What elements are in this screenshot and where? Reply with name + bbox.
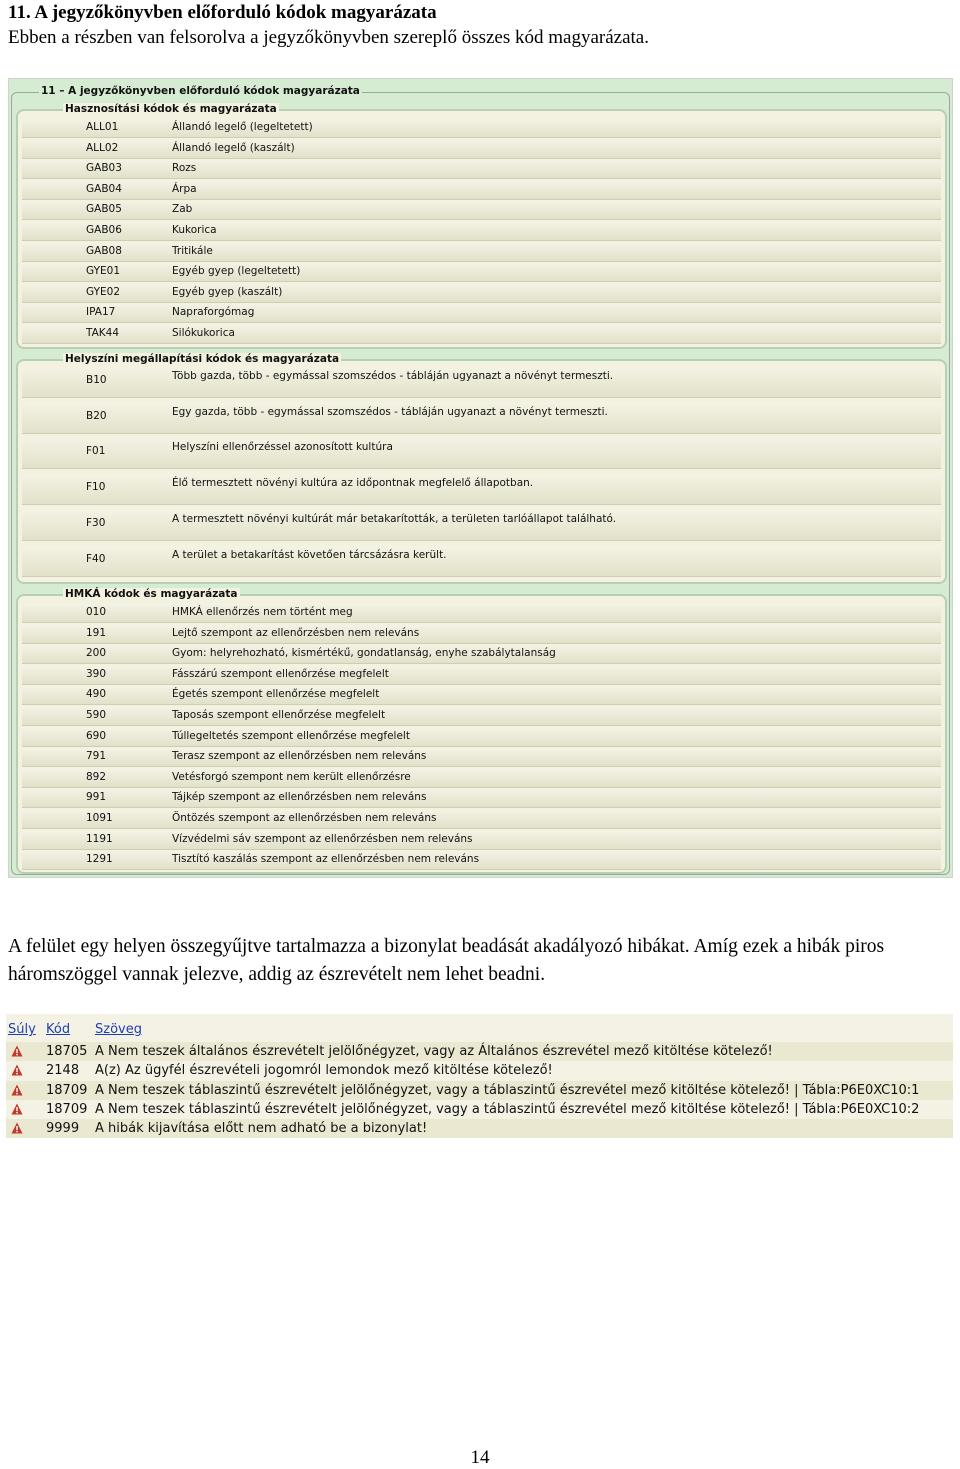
code-value: 690 — [86, 729, 107, 742]
code-value: GAB03 — [86, 162, 122, 175]
code-row — [22, 851, 941, 870]
panel-hmka-codes — [16, 588, 947, 874]
code-row — [22, 810, 941, 829]
code-description: Helyszíni ellenőrzéssel azonosított kultúra — [172, 441, 393, 454]
warning-triangle-icon — [11, 1122, 23, 1134]
code-value: TAK44 — [86, 327, 120, 339]
code-value: 191 — [86, 626, 107, 639]
error-message: A Nem teszek táblaszintű észrevételt jelölőnégyzet, vagy a táblaszintű észrevétel mező kitöltése kötelező! | Tábla:P6E0XC10:1 — [95, 1082, 920, 1098]
code-value: 791 — [86, 750, 107, 763]
code-description: Öntözés szempont az ellenőrzésben nem releváns — [172, 812, 437, 824]
code-row — [22, 181, 941, 200]
error-code: 18709 — [46, 1101, 88, 1117]
code-row — [22, 119, 941, 138]
code-row — [22, 438, 941, 469]
error-code: 2148 — [46, 1063, 80, 1079]
code-row — [22, 284, 941, 303]
code-row — [22, 625, 941, 644]
panel-usage-codes — [16, 103, 947, 349]
code-description: Kukorica — [172, 224, 217, 236]
code-row — [22, 222, 941, 241]
code-row — [22, 201, 941, 220]
code-value: F40 — [86, 552, 106, 565]
error-row[interactable] — [6, 1061, 953, 1080]
code-value: GYE01 — [86, 265, 121, 278]
code-row — [22, 367, 941, 398]
code-description: Égetés szempont ellenőrzése megfelelt — [172, 688, 380, 701]
error-row[interactable] — [6, 1081, 953, 1100]
error-message: A Nem teszek táblaszintű észrevételt jelölőnégyzet, vagy a táblaszintű észrevétel mező kitöltése kötelező! | Tábla:P6E0XC10:2 — [95, 1101, 920, 1117]
error-code: 18709 — [46, 1082, 88, 1098]
codes-window-screenshot — [8, 78, 953, 878]
code-row — [22, 243, 941, 262]
code-row — [22, 666, 941, 685]
code-description: Egy gazda, több - egymással szomszédos - tábláján ugyanazt a növényt termeszti. — [172, 405, 608, 418]
code-description: Terasz szempont az ellenőrzésben nem releváns — [172, 750, 427, 763]
code-row — [22, 510, 941, 541]
code-row — [22, 769, 941, 788]
code-description: A terület a betakarítást követően tárcsázásra került. — [172, 548, 447, 561]
code-row — [22, 474, 941, 505]
code-value: 010 — [86, 606, 107, 618]
code-value: GAB04 — [86, 182, 122, 195]
code-row — [22, 403, 941, 434]
code-description: Zab — [172, 203, 193, 216]
code-value: 200 — [86, 647, 107, 660]
code-row — [22, 707, 941, 726]
code-row — [22, 304, 941, 323]
code-description: Lejtő szempont az ellenőrzésben nem releváns — [172, 626, 420, 639]
error-message: A(z) Az ügyfél észrevételi jogomról lemondok mező kitöltése kötelező! — [95, 1063, 553, 1079]
code-description: Taposás szempont ellenőrzése megfelelt — [172, 709, 386, 721]
code-description: Napraforgómag — [172, 306, 255, 319]
code-value: 991 — [86, 791, 107, 804]
code-description: A termesztett növényi kultúrát már betakarították, a területen tarlóállapot található. — [172, 512, 617, 525]
page-number: 14 — [470, 1447, 490, 1468]
column-header-text[interactable]: Szöveg — [95, 1022, 142, 1037]
error-message: A hibák kijavítása előtt nem adható be a bizonylat! — [95, 1121, 428, 1137]
code-value: F10 — [86, 481, 106, 494]
code-description: Tájkép szempont az ellenőrzésben nem releváns — [172, 791, 427, 804]
error-row[interactable] — [6, 1119, 953, 1138]
error-row[interactable] — [6, 1100, 953, 1119]
code-value: ALL02 — [86, 141, 119, 154]
code-description: Egyéb gyep (kaszált) — [172, 285, 283, 298]
code-description: Túllegeltetés szempont ellenőrzése megfelelt — [172, 729, 410, 742]
code-description: Fásszárú szempont ellenőrzése megfelelt — [172, 667, 389, 680]
document-heading: 11. A jegyzőkönyvben előforduló kódok magyarázata — [8, 2, 437, 23]
panel-legend: Hasznosítási kódok és magyarázata — [65, 103, 277, 115]
errors-window-screenshot — [6, 1014, 953, 1138]
code-description: Silókukorica — [172, 327, 235, 339]
code-value: B10 — [86, 374, 107, 386]
error-code: 18705 — [46, 1044, 88, 1059]
code-value: 892 — [86, 770, 107, 783]
code-value: F01 — [86, 445, 106, 458]
code-row — [22, 748, 941, 767]
code-value: IPA17 — [86, 306, 116, 319]
code-description: Élő termesztett növényi kultúra az időpontnak megfelelő állapotban. — [172, 477, 534, 490]
document-subheading: Ebben a részben van felsorolva a jegyzőkönyvben szereplő összes kód magyarázata. — [8, 27, 649, 48]
code-description: HMKÁ ellenőrzés nem történt meg — [172, 606, 353, 618]
code-value: 390 — [86, 667, 107, 680]
code-description: Árpa — [172, 182, 197, 195]
code-description: Gyom: helyrehozható, kismértékű, gondatlanság, enyhe szabálytalanság — [172, 647, 556, 660]
code-row — [22, 789, 941, 808]
error-message: A Nem teszek általános észrevételt jelölőnégyzet, vagy az Általános észrevétel mező kitöltése kötelező! — [95, 1044, 773, 1059]
warning-triangle-icon — [11, 1103, 23, 1115]
code-description: Rozs — [172, 162, 197, 175]
code-description: Tisztító kaszálás szempont az ellenőrzésben nem releváns — [172, 853, 480, 866]
code-value: GAB05 — [86, 203, 122, 216]
codes-window-title: 11 – A jegyzőkönyvben előforduló kódok magyarázata — [41, 85, 360, 97]
code-row — [22, 140, 941, 159]
code-row — [22, 645, 941, 664]
code-row — [22, 160, 941, 179]
code-value: GAB08 — [86, 244, 122, 257]
warning-triangle-icon — [11, 1084, 23, 1096]
column-header-weight[interactable]: Súly — [8, 1022, 36, 1037]
code-description: Vetésforgó szempont nem került ellenőrzésre — [172, 770, 411, 783]
code-value: ALL01 — [86, 121, 119, 133]
panel-legend: HMKÁ kódok és magyarázata — [65, 588, 238, 600]
panel-legend: Helyszíni megállapítási kódok és magyarázata — [65, 353, 340, 365]
code-description: Vízvédelmi sáv szempont az ellenőrzésben nem releváns — [172, 832, 473, 845]
code-value: 1291 — [86, 853, 113, 866]
warning-triangle-icon — [11, 1064, 23, 1076]
code-description: Állandó legelő (kaszált) — [172, 141, 295, 154]
code-description: Több gazda, több - egymással szomszédos - tábláján ugyanazt a növényt termeszti. — [172, 370, 614, 382]
code-value: F30 — [86, 516, 106, 529]
code-value: GYE02 — [86, 285, 121, 298]
code-value: GAB06 — [86, 224, 122, 236]
explanatory-paragraph: A felület egy helyen összegyűjtve tartalmazza a bizonylat beadását akadályozó hibákat. Amíg ezek a hibák piros háromszöggel vannak jelezve, addig az észrevételt nem lehet beadni. — [8, 936, 885, 985]
code-description: Állandó legelő (legeltetett) — [172, 121, 313, 133]
code-value: 1191 — [86, 832, 113, 845]
code-value: B20 — [86, 409, 107, 422]
code-value: 490 — [86, 688, 107, 701]
panel-onsite-codes — [16, 353, 947, 584]
column-header-code[interactable]: Kód — [46, 1022, 71, 1037]
code-row — [22, 728, 941, 747]
code-value: 590 — [86, 709, 107, 721]
code-row — [22, 686, 941, 705]
code-row — [22, 263, 941, 282]
error-code: 9999 — [46, 1121, 80, 1137]
code-description: Egyéb gyep (legeltetett) — [172, 265, 301, 278]
code-row — [22, 604, 941, 623]
code-row — [22, 325, 941, 344]
code-value: 1091 — [86, 812, 113, 824]
code-row — [22, 546, 941, 577]
code-row — [22, 831, 941, 850]
error-row[interactable] — [6, 1042, 953, 1061]
code-description: Tritikále — [172, 244, 213, 257]
warning-triangle-icon — [11, 1045, 23, 1057]
